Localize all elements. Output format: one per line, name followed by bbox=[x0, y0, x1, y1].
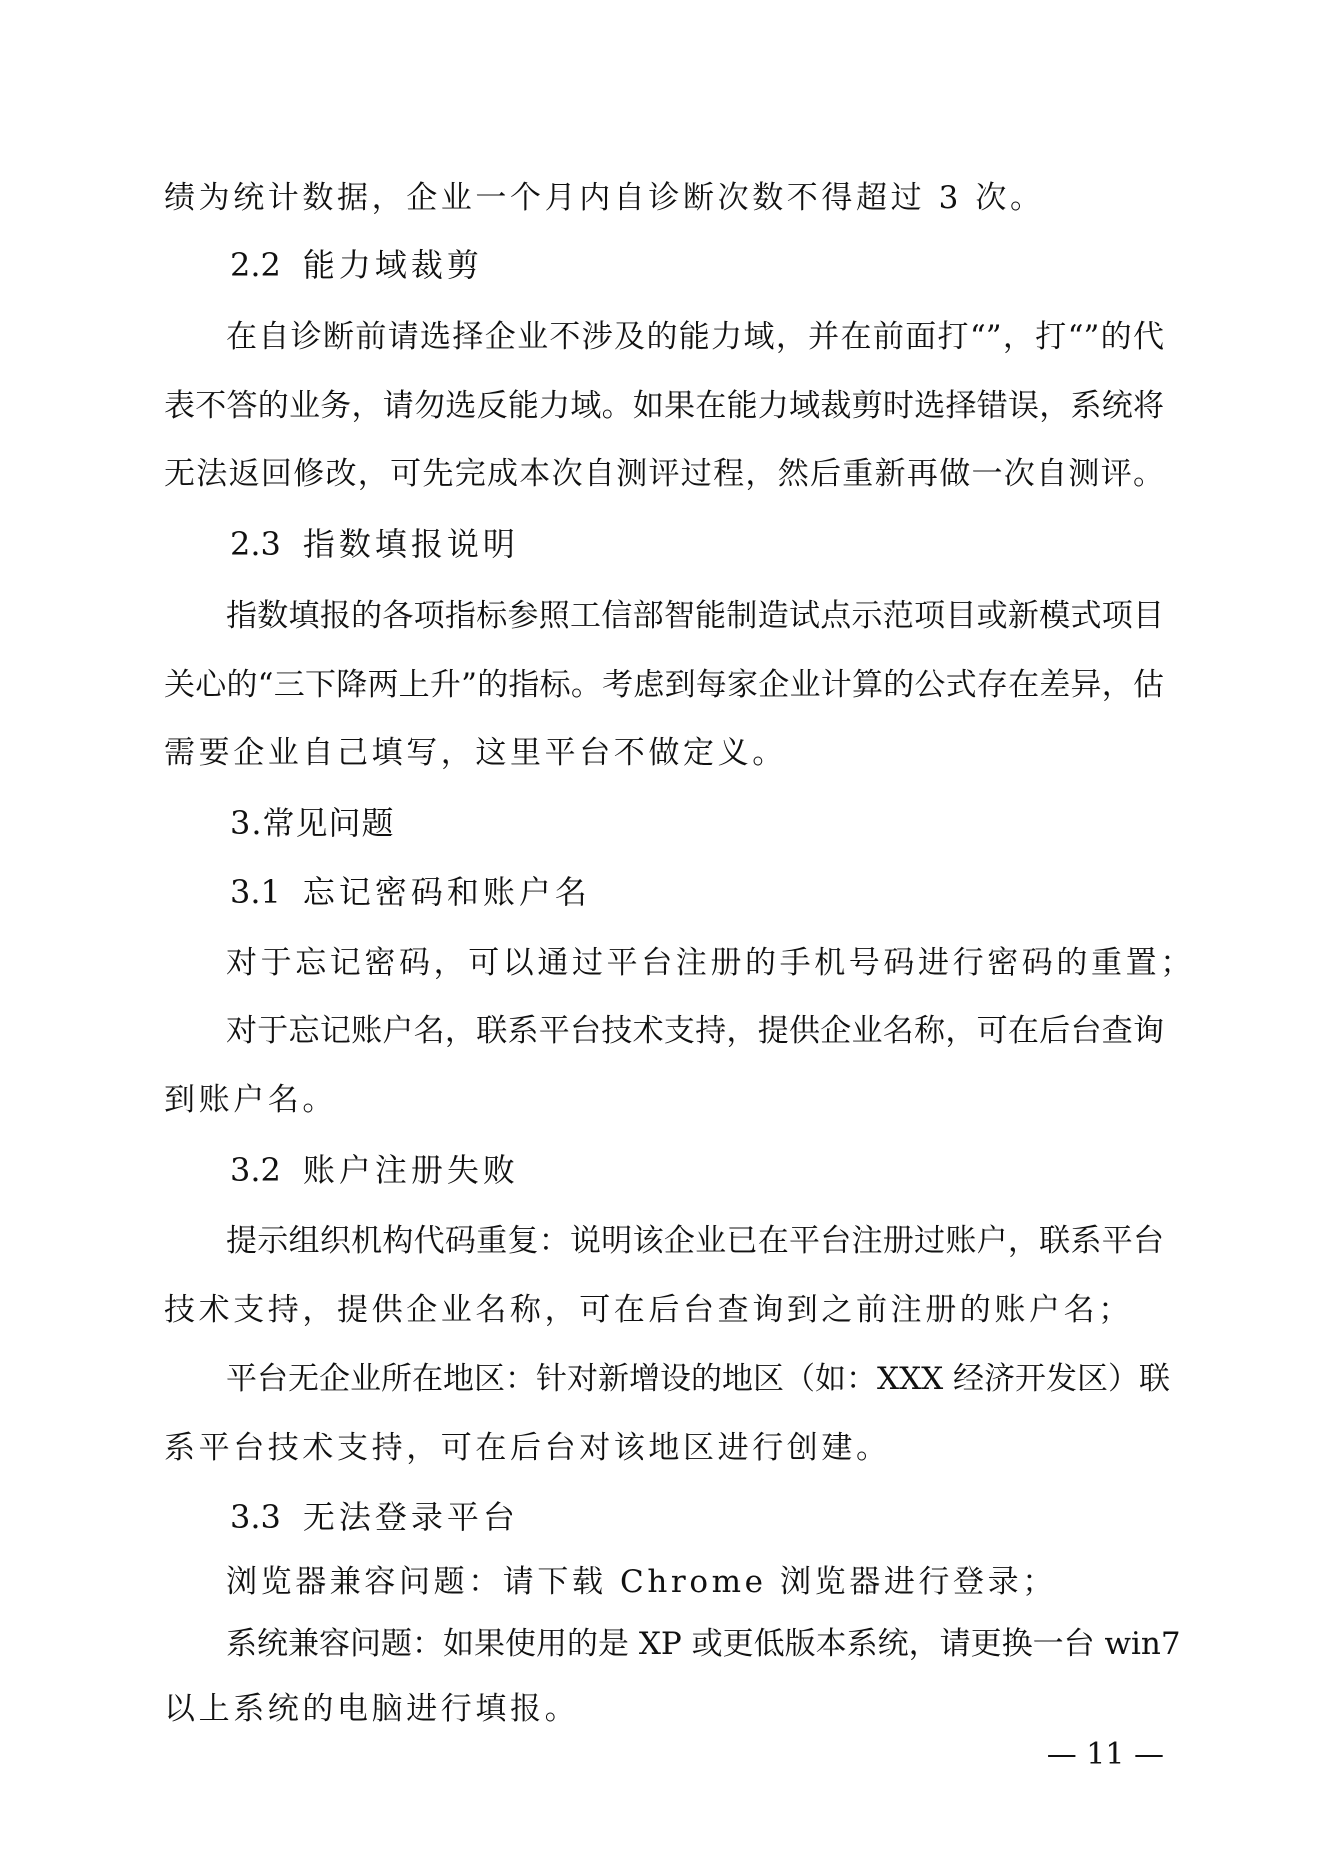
section-heading-3-3 bbox=[230, 1494, 519, 1540]
page-number: — 11 — bbox=[1046, 1737, 1164, 1772]
paragraph-line: 以上系统的电脑进行填报。 bbox=[164, 1691, 580, 1727]
paragraph-line: 对于忘记密码，可以通过平台注册的手机号码进行密码的重置； bbox=[226, 945, 1195, 981]
paragraph-line: 在自诊断前请选择企业不涉及的能力域，并在前面打“”，打“”的代 bbox=[226, 319, 1164, 355]
section-heading-3-2 bbox=[230, 1147, 519, 1193]
section-heading-2-2 bbox=[230, 242, 483, 288]
section-title: 指数填报说明 bbox=[302, 525, 519, 563]
paragraph-line: 系统兼容问题：如果使用的是 XP 或更低版本系统，请更换一台 win7 bbox=[226, 1626, 1181, 1662]
chapter-heading-3: 3.常见问题 bbox=[230, 804, 395, 842]
section-number: 3.3 bbox=[230, 1498, 281, 1536]
section-number: 2.2 bbox=[230, 246, 281, 284]
paragraph-line: 表不答的业务，请勿选反能力域。如果在能力域裁剪时选择错误，系统将 bbox=[164, 388, 1164, 424]
section-title: 忘记密码和账户名 bbox=[302, 873, 591, 911]
section-title: 无法登录平台 bbox=[302, 1498, 519, 1536]
section-heading-3-1 bbox=[230, 869, 591, 915]
paragraph-line: 平台无企业所在地区：针对新增设的地区（如：XXX 经济开发区）联 bbox=[226, 1361, 1171, 1397]
paragraph-line: 指数填报的各项指标参照工信部智能制造试点示范项目或新模式项目 bbox=[226, 598, 1164, 634]
section-heading-2-3 bbox=[230, 521, 519, 567]
paragraph-line: 需要企业自己填写，这里平台不做定义。 bbox=[164, 735, 787, 771]
paragraph-line: 无法返回修改，可先完成本次自测评过程，然后重新再做一次自测评。 bbox=[164, 456, 1164, 492]
paragraph-line: 绩为统计数据，企业一个月内自诊断次数不得超过 3 次。 bbox=[164, 180, 1045, 216]
paragraph-line: 提示组织机构代码重复：说明该企业已在平台注册过账户，联系平台 bbox=[226, 1223, 1164, 1259]
section-number: 2.3 bbox=[230, 525, 281, 563]
paragraph-line: 系平台技术支持，可在后台对该地区进行创建。 bbox=[164, 1430, 891, 1466]
section-title: 账户注册失败 bbox=[302, 1151, 519, 1189]
section-number: 3.2 bbox=[230, 1151, 281, 1189]
section-number: 3.1 bbox=[230, 873, 281, 911]
paragraph-line: 对于忘记账户名，联系平台技术支持，提供企业名称，可在后台查询 bbox=[226, 1013, 1164, 1049]
paragraph-line: 技术支持，提供企业名称，可在后台查询到之前注册的账户名； bbox=[164, 1292, 1133, 1328]
paragraph-line: 关心的“三下降两上升”的指标。考虑到每家企业计算的公式存在差异，估 bbox=[164, 667, 1164, 703]
paragraph-line: 到账户名。 bbox=[164, 1082, 337, 1118]
paragraph-line: 浏览器兼容问题：请下载 Chrome 浏览器进行登录； bbox=[226, 1564, 1057, 1600]
section-title: 能力域裁剪 bbox=[302, 246, 483, 284]
